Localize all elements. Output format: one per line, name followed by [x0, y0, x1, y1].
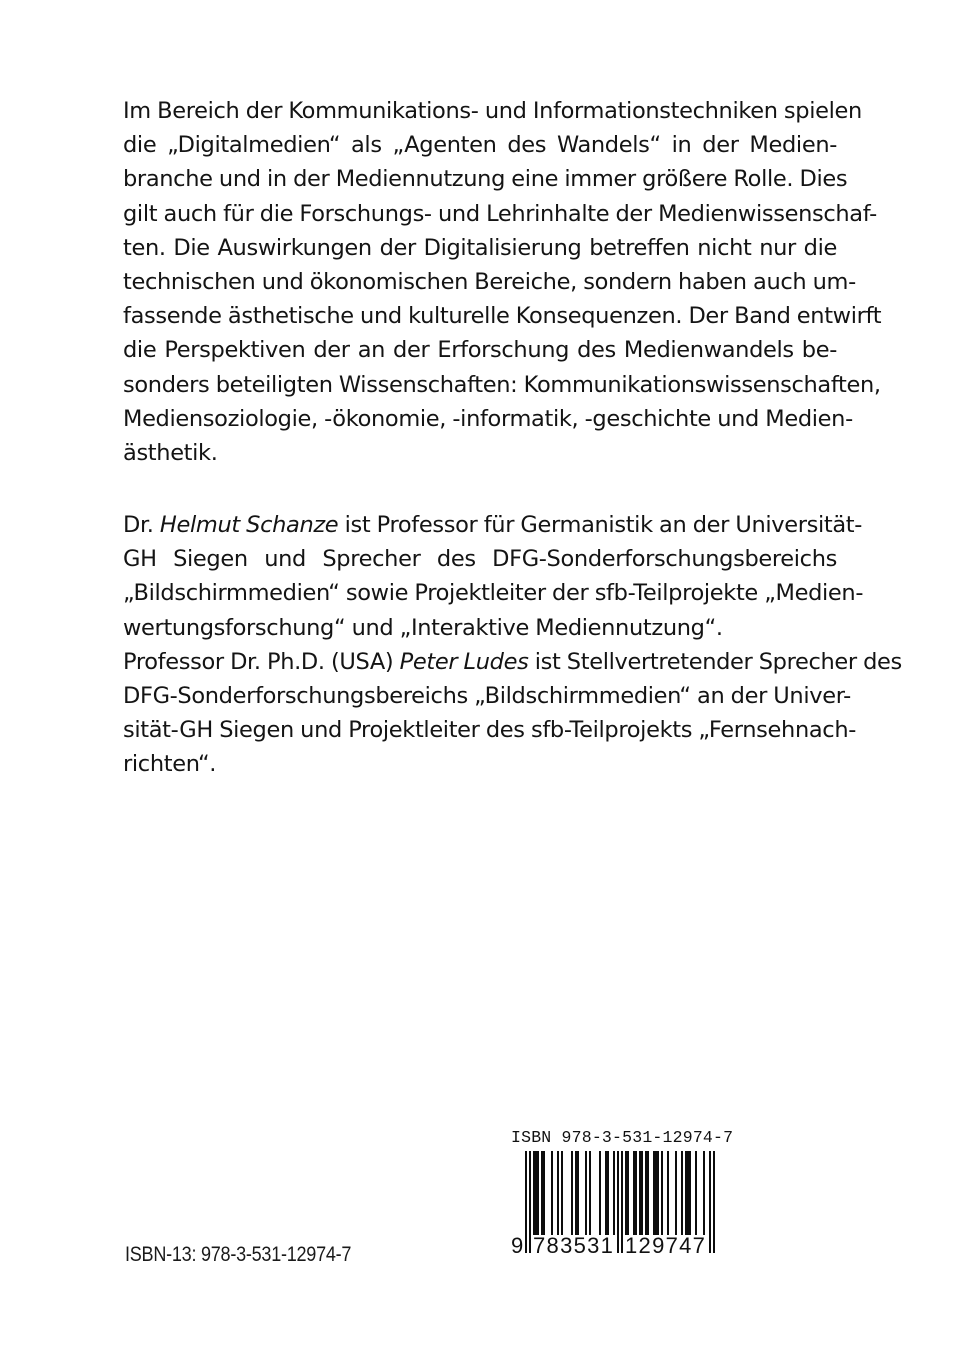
- barcode-bar: [533, 1151, 535, 1235]
- barcode-bar: [575, 1151, 577, 1235]
- barcode-bar: [561, 1151, 563, 1235]
- barcode-guard-bar: [525, 1151, 527, 1253]
- barcode-guard-bar: [709, 1151, 711, 1253]
- barcode-bar: [577, 1151, 579, 1235]
- barcode-bar: [681, 1151, 683, 1235]
- isbn-barcode: [511, 1128, 734, 1278]
- barcode-bar: [657, 1151, 659, 1235]
- barcode-bar: [571, 1151, 573, 1235]
- author-bio-line: „Bildschirmmedien“ sowie Projektleiter der sfb-Teilprojekte „Medien-: [123, 580, 864, 607]
- author-bio-text: ist Professor für Germanistik an der Universität-: [338, 512, 863, 538]
- barcode-bar: [695, 1151, 697, 1235]
- barcode-bar: [589, 1151, 591, 1235]
- author-name-ludes: Peter Ludes: [399, 648, 529, 675]
- barcode-bar: [535, 1151, 537, 1235]
- barcode-digit-group-right: 129747: [625, 1233, 707, 1258]
- barcode-bar: [639, 1151, 641, 1235]
- barcode-bar: [551, 1151, 553, 1235]
- barcode-digit-group-left: 783531: [533, 1233, 615, 1258]
- barcode-bar: [675, 1151, 677, 1235]
- author-bio-line: GH Siegen und Sprecher des DFG-Sonderforschungsbereichs: [123, 546, 837, 573]
- barcode-bar: [537, 1151, 539, 1235]
- barcode-bar: [635, 1151, 637, 1235]
- barcode-bar: [585, 1151, 587, 1235]
- barcode-bar: [641, 1151, 643, 1235]
- barcode-bar: [625, 1151, 627, 1235]
- description-line: fassende ästhetische und kulturelle Konsequenzen. Der Band entwirft: [123, 303, 882, 330]
- barcode-bar: [607, 1151, 609, 1235]
- author-bios: [123, 508, 902, 782]
- barcode-bar: [647, 1151, 649, 1235]
- author-title: Dr.: [123, 512, 160, 538]
- barcode-bar: [703, 1151, 705, 1235]
- author-bio-line: richten“.: [123, 751, 217, 778]
- description-line: ten. Die Auswirkungen der Digitalisierung betreffen nicht nur die: [123, 234, 837, 261]
- barcode-bar: [543, 1151, 545, 1235]
- barcode-guard-bar: [529, 1151, 531, 1253]
- barcode-bar: [557, 1151, 559, 1235]
- barcode-bar: [599, 1151, 601, 1235]
- barcode-guard-bar: [713, 1151, 715, 1253]
- description-line: die „Digitalmedien“ als „Agenten des Wandels“ in der Medien-: [123, 132, 837, 159]
- author-title: Professor Dr. Ph.D. (USA): [123, 648, 400, 675]
- barcode-first-digit: 9: [511, 1233, 524, 1258]
- isbn-13-label: ISBN-13: 978-3-531-12974-7: [125, 1243, 352, 1266]
- barcode-bar: [541, 1151, 543, 1235]
- barcode-bar: [687, 1151, 689, 1235]
- book-description: [123, 94, 882, 470]
- barcode-bar: [655, 1151, 657, 1235]
- description-line: Im Bereich der Kommunikations- und Informationstechniken spielen: [123, 98, 862, 124]
- barcode-bar: [685, 1151, 687, 1235]
- barcode-bar: [653, 1151, 655, 1235]
- barcode-bar: [633, 1151, 635, 1235]
- author-bio-line: DFG-Sonderforschungsbereichs „Bildschirmmedien“ an der Univer-: [123, 682, 851, 709]
- barcode-bar: [667, 1151, 669, 1235]
- barcode-bar: [689, 1151, 691, 1235]
- barcode-bar: [605, 1151, 607, 1235]
- description-line: branche und in der Mediennutzung eine immer größere Rolle. Dies: [123, 166, 848, 193]
- author-bio-line: wertungsforschung“ und „Interaktive Mediennutzung“.: [123, 614, 723, 641]
- barcode-isbn-text: ISBN 978-3-531-12974-7: [511, 1128, 734, 1147]
- author-bio-ludes-line: [123, 645, 902, 679]
- author-bio-text: ist Stellvertretender Sprecher des: [528, 648, 902, 675]
- barcode-bar: [645, 1151, 647, 1235]
- barcode-guard-bar: [621, 1151, 623, 1253]
- author-name-schanze: Helmut Schanze: [159, 512, 339, 538]
- description-line: ästhetik.: [123, 439, 218, 466]
- author-bio-line: sität-GH Siegen und Projektleiter des sfb-Teilprojekts „Fernsehnach-: [123, 717, 856, 744]
- description-line: gilt auch für die Forschungs- und Lehrinhalte der Medienwissenschaf-: [123, 200, 877, 227]
- barcode-bar: [613, 1151, 615, 1235]
- barcode-guard-bar: [617, 1151, 619, 1253]
- description-line: die Perspektiven der an der Erforschung des Medienwandels be-: [123, 337, 837, 364]
- barcode-bar: [627, 1151, 629, 1235]
- description-line: technischen und ökonomischen Bereiche, sondern haben auch um-: [123, 268, 856, 295]
- author-bio-schanze-line: [123, 508, 863, 542]
- description-line: Mediensoziologie, -ökonomie, -informatik, -geschichte und Medien-: [123, 405, 853, 432]
- description-line: sonders beteiligten Wissenschaften: Kommunikationswissenschaften,: [123, 371, 881, 398]
- barcode-bar: [661, 1151, 663, 1235]
